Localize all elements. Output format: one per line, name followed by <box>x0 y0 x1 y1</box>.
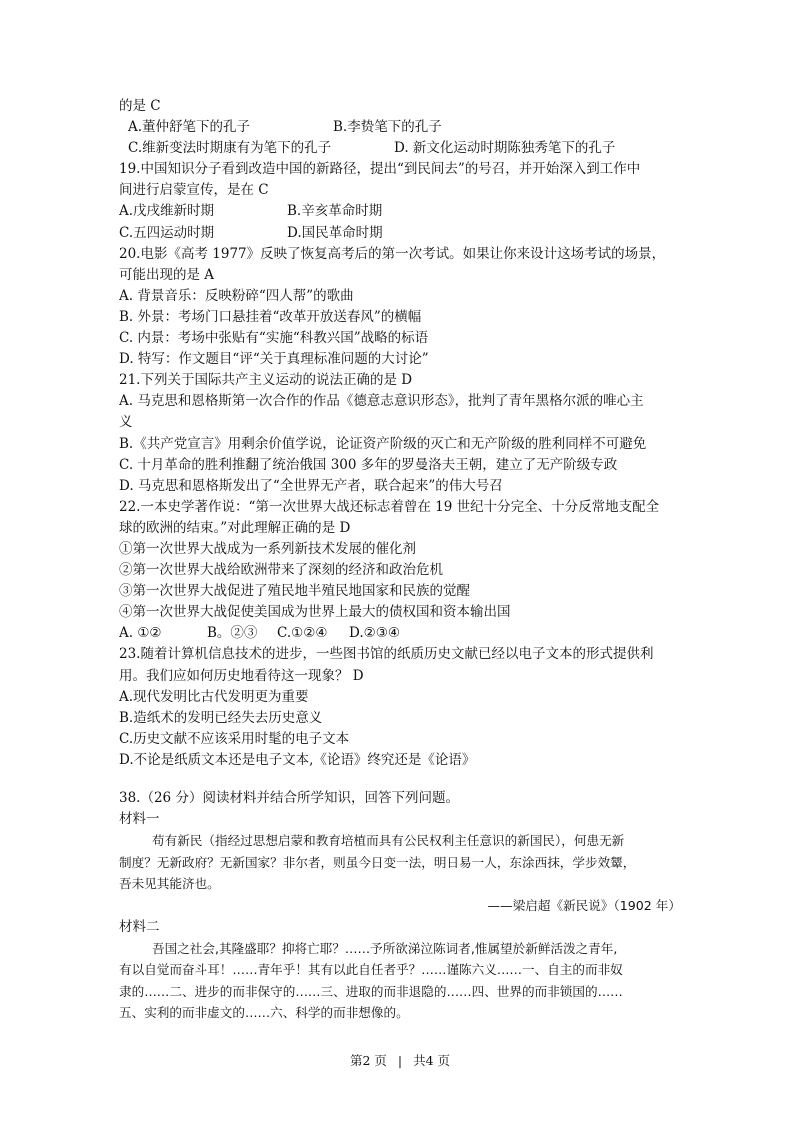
q22-option-d: D.②③④ <box>349 625 400 642</box>
q19-stem-line2: 间进行启蒙宣传，是在 C <box>119 182 269 199</box>
q22-option-c: C.①②④ <box>277 625 328 642</box>
q20-option-b: B. 外景：考场门口悬挂着“改革开放送春风”的横幅 <box>119 308 422 325</box>
q21-option-c: C. 十月革命的胜利推翻了统治俄国 300 多年的罗曼洛夫王朝，建立了无产阶级专政 <box>119 456 618 473</box>
q21-option-d: D. 马克思和恩格斯发出了“全世界无产者，联合起来”的伟大号召 <box>119 477 503 494</box>
q20-option-a: A. 背景音乐：反映粉碎“四人帮”的歌曲 <box>119 287 354 304</box>
q23-option-d: D.不论是纸质文本还是电子文本,《论语》终究还是《论语》 <box>119 751 476 768</box>
q18-option-b: B.李贽笔下的孔子 <box>333 119 442 136</box>
material-1-line3: 吾未见其能济也。 <box>119 876 220 892</box>
q21-option-a-line2: 义 <box>119 414 133 431</box>
section-gap <box>119 771 687 788</box>
material-1-title: 材料一 <box>119 811 160 828</box>
page-number: 第2 页 <box>349 1053 387 1068</box>
q21-option-a-line1: A. 马克思和恩格斯第一次合作的作品《德意志意识形态》，批判了青年黑格尔派的唯心主 <box>119 393 644 410</box>
page-footer <box>0 1051 800 1069</box>
q23-option-c: C.历史文献不应该采用时髦的电子文本 <box>119 730 350 747</box>
footer-separator: | <box>397 1053 403 1068</box>
q21-stem: 21.下列关于国际共产主义运动的说法正确的是 D <box>119 372 413 389</box>
page-content <box>119 96 687 1024</box>
q22-statement-2: ②第一次世界大战给欧洲带来了深刻的经济和政治危机 <box>119 562 443 579</box>
q38-heading: 38.（26 分）阅读材料并结合所学知识，回答下列问题。 <box>119 790 459 806</box>
material-1-source: ——梁启超《新民说》（1902 年） <box>487 897 681 913</box>
material-2-title: 材料二 <box>119 918 160 935</box>
q18-options-cd <box>119 138 687 159</box>
material-2-line3: 隶的……二、进步的而非保守的……三、进取的而非退隐的……四、世界的而非锁国的…… <box>119 983 623 999</box>
q19-options-cd <box>119 223 687 244</box>
q22-statement-1: ①第一次世界大战成为一系列新技术发展的催化剂 <box>119 540 416 557</box>
q22-option-b: B。②③ <box>207 625 258 642</box>
q23-stem-line1: 23.随着计算机信息技术的进步，一些图书馆的纸质历史文献已经以电子文本的形式提供利 <box>119 646 654 663</box>
q23-option-a: A.现代发明比古代发明更为重要 <box>119 688 309 705</box>
q20-stem-line1: 20.电影《高考 1977》反映了恢复高考后的第一次考试。如果让你来设计这场考试的场景， <box>119 245 666 262</box>
q18-options-ab <box>119 117 687 138</box>
q23-stem-line2: 用。我们应如何历史地看待这一现象？ D <box>119 667 364 684</box>
material-2-line2: 有以自觉而奋斗耳！……青年乎！其有以此自任者乎？……谨陈六义……一、自主的而非奴 <box>119 962 623 978</box>
material-1-line1: 苟有新民（指经过思想启蒙和教育培植而具有公民权利主任意识的新国民），何患无新 <box>152 833 625 849</box>
q20-option-c: C. 内景：考场中张贴有“实施“科教兴国”战略的标语 <box>119 330 429 347</box>
q21-option-b: B.《共产党宣言》用剩余价值学说，论证资产阶级的灭亡和无产阶级的胜利同样不可避免 <box>119 435 647 452</box>
q23-option-b: B.造纸术的发明已经失去历史意义 <box>119 709 323 726</box>
q22-stem-line2: 球的欧洲的结束。”对此理解正确的是 D <box>119 519 351 536</box>
q22-options <box>119 623 687 644</box>
q22-stem-line1: 22.一本史学著作说：“第一次世界大战还标志着曾在 19 世纪十分完全、十分反常地支配全 <box>119 498 660 515</box>
q19-stem-line1: 19.中国知识分子看到改造中国的新路径，提出“到民间去”的号召，并开始深入到工作中 <box>119 161 641 178</box>
q19-options-ab <box>119 201 687 222</box>
q22-statement-4: ④第一次世界大战促使美国成为世界上最大的债权国和资本输出国 <box>119 604 511 621</box>
material-2-line4: 五、实利的而非虚文的……六、科学的而非想像的。 <box>119 1005 409 1021</box>
q19-option-b: B.辛亥革命时期 <box>287 203 383 220</box>
q20-option-d: D. 特写：作文题目“评“关于真理标准问题的大讨论” <box>119 351 429 368</box>
q19-option-a: A.戊戌维新时期 <box>119 203 215 220</box>
page-total: 共4 页 <box>413 1053 451 1068</box>
material-1-line2: 制度？无新政府？无新国家？非尔者，则虽今日变一法，明日易一人，东涂西抹，学步效颦， <box>119 854 636 870</box>
q19-option-d: D.国民革命时期 <box>287 224 383 241</box>
q22-statement-3: ③第一次世界大战促进了殖民地半殖民地国家和民族的觉醒 <box>119 583 470 600</box>
q18-option-a: A.董仲舒笔下的孔子 <box>128 119 251 136</box>
q22-option-a: A. ①② <box>119 625 162 642</box>
q18-stem-end: 的是 C <box>119 98 161 114</box>
q18-option-c: C.维新变法时期康有为笔下的孔子 <box>128 140 332 157</box>
q20-stem-line2: 可能出现的是 A <box>119 266 215 283</box>
q19-option-c: C.五四运动时期 <box>119 224 215 241</box>
material-1-body <box>119 830 687 916</box>
material-2-body <box>119 938 687 1024</box>
material-2-line1: 吾国之社会,其隆盛耶？抑将亡耶？……予所欲涕泣陈词者,惟属望於新鲜活泼之青年, <box>152 940 618 956</box>
q18-option-d: D. 新文化运动时期陈独秀笔下的孔子 <box>394 140 616 157</box>
